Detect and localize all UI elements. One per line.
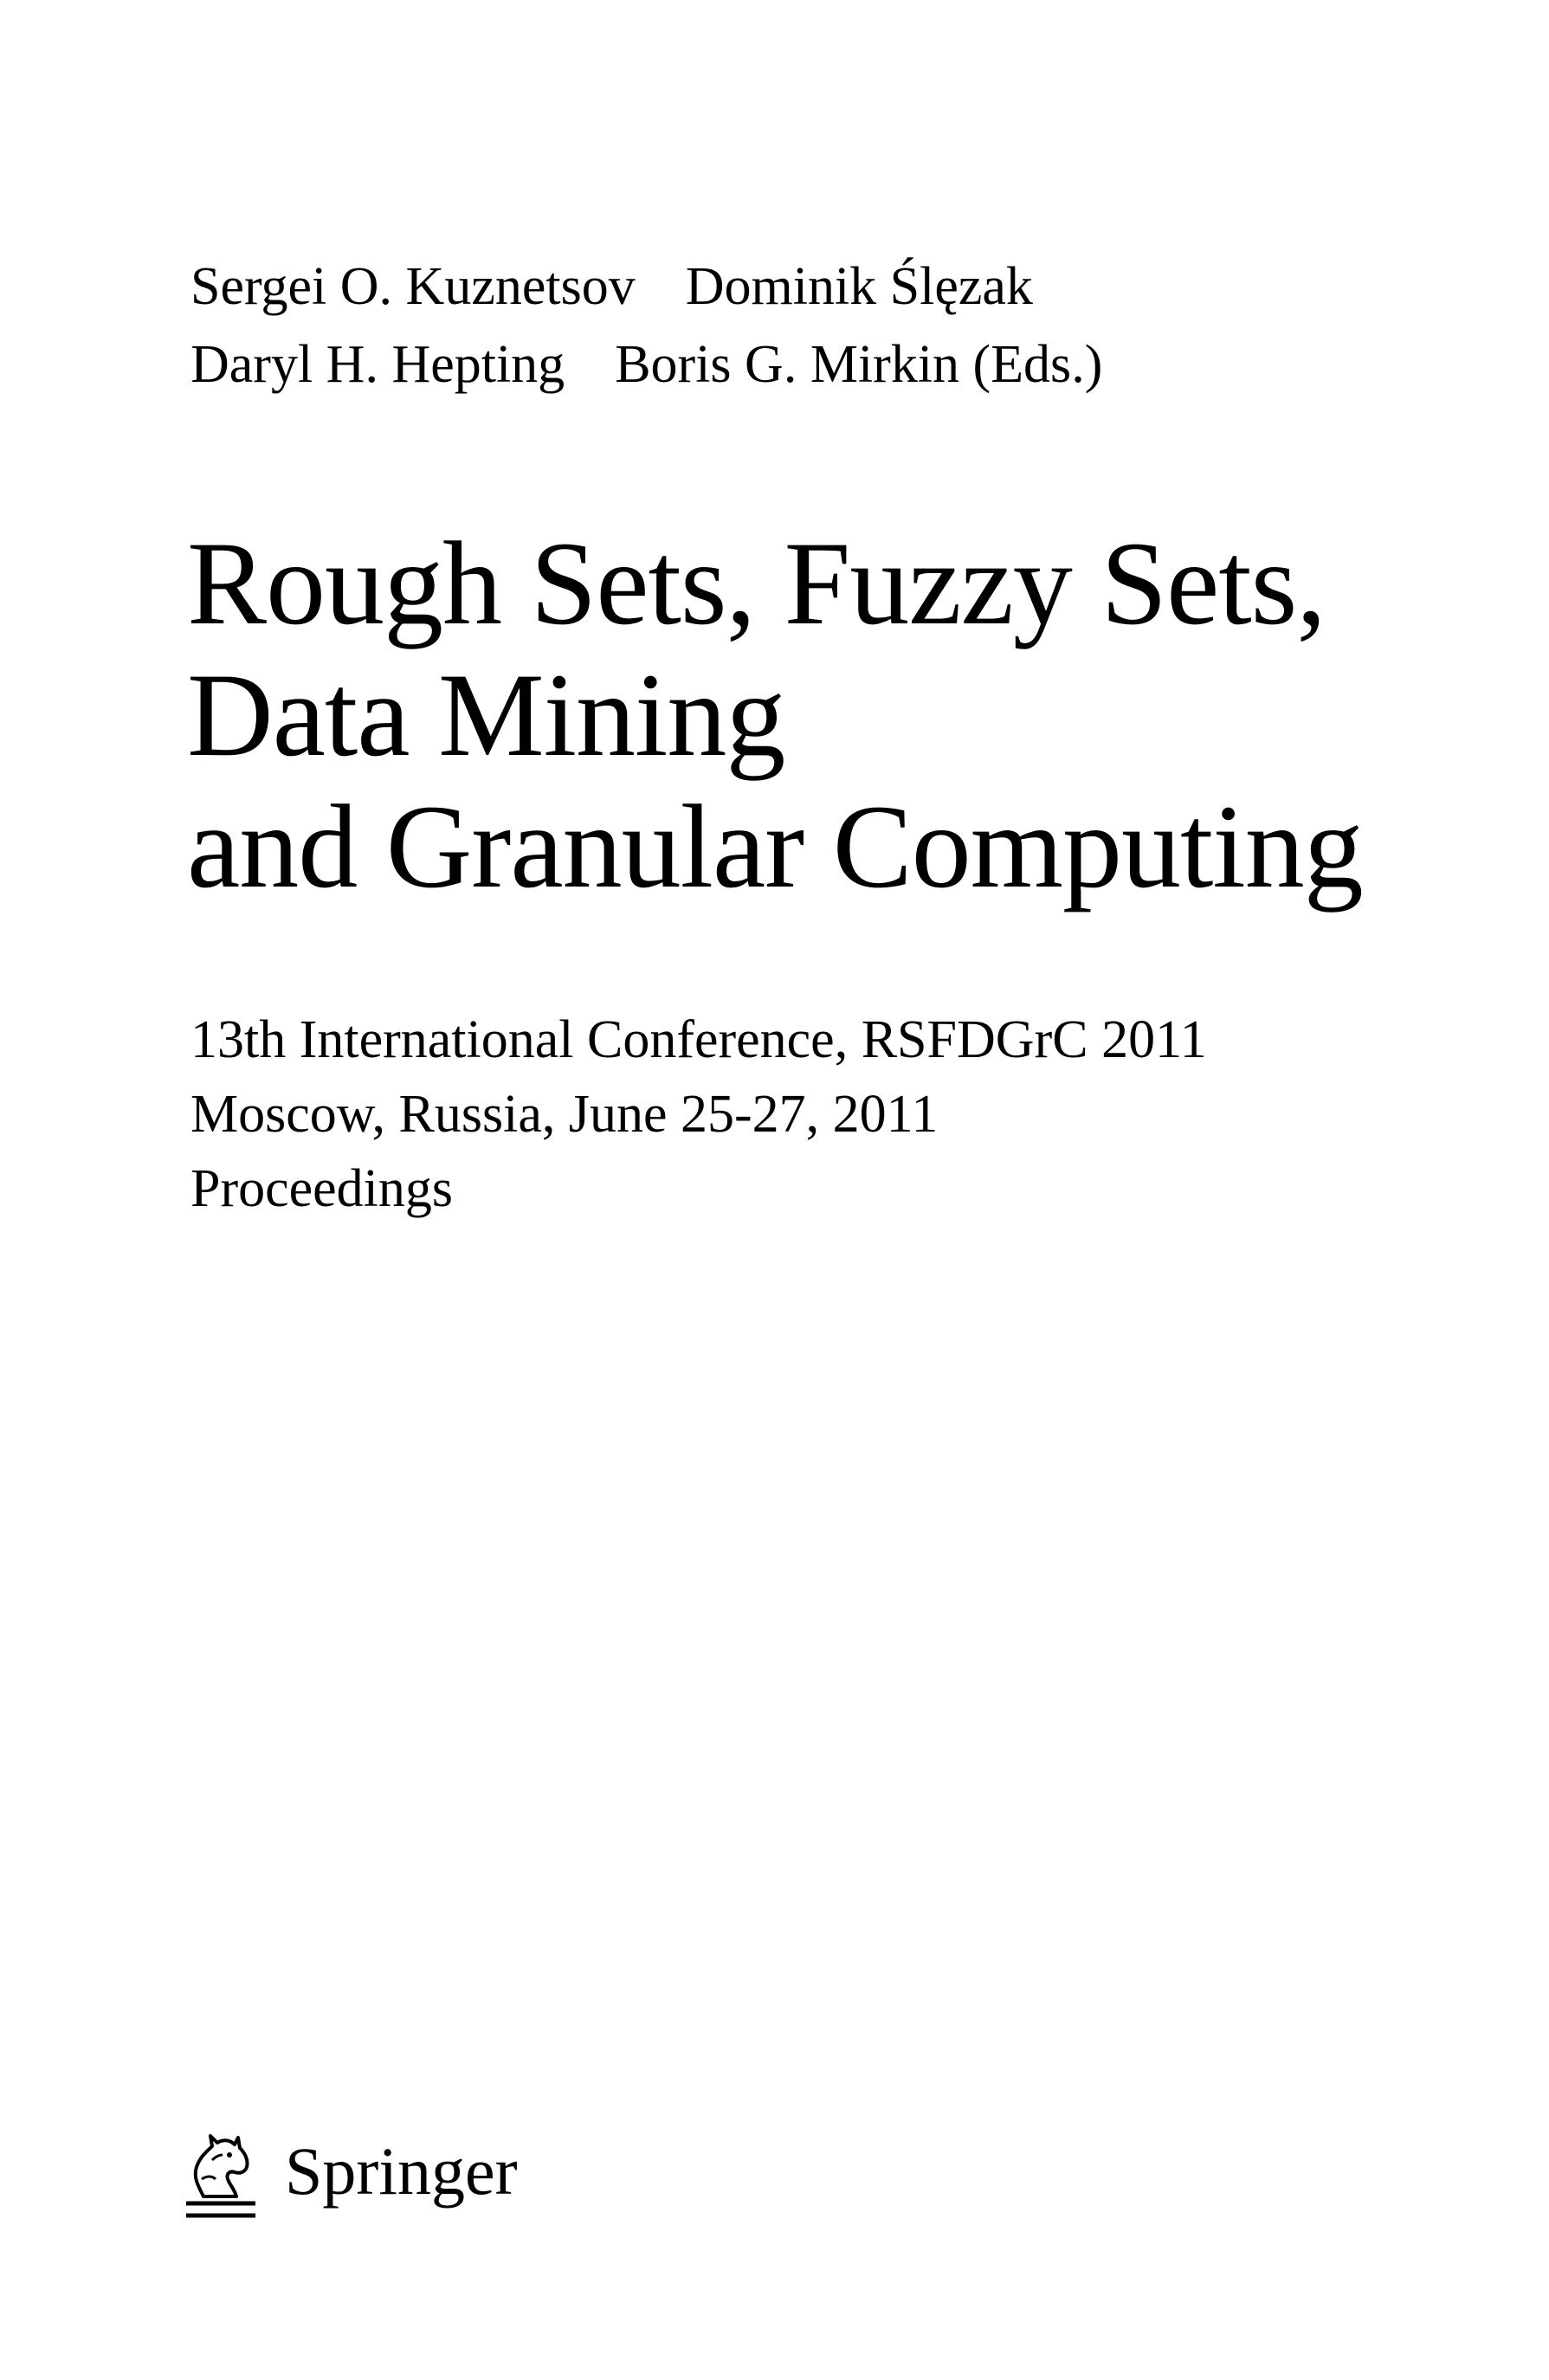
editor-name: Boris G. Mirkin (Eds.) — [615, 335, 1103, 394]
editor-name: Sergei O. Kuznetsov — [190, 257, 636, 316]
book-title — [187, 518, 1363, 913]
title-line-3: and Granular Computing — [187, 780, 1363, 913]
title-line-1: Rough Sets, Fuzzy Sets, — [187, 517, 1326, 649]
conference-info — [190, 1003, 1207, 1226]
proceedings-label: Proceedings — [190, 1159, 454, 1218]
conference-location-date: Moscow, Russia, June 25-27, 2011 — [190, 1085, 939, 1144]
publisher-name: Springer — [285, 2133, 518, 2209]
editor-name: Daryl H. Hepting — [190, 335, 565, 394]
editors-line-1 — [190, 248, 1102, 326]
title-line-2: Data Mining — [187, 648, 785, 781]
conference-name: 13th International Conference, RSFDGrC 2011 — [190, 1010, 1207, 1069]
editor-name: Dominik Ślęzak — [685, 257, 1033, 316]
springer-horse-icon — [177, 2125, 261, 2221]
editors-line-2 — [190, 326, 1102, 403]
editors-block — [190, 248, 1102, 403]
publisher-imprint — [177, 2125, 518, 2221]
